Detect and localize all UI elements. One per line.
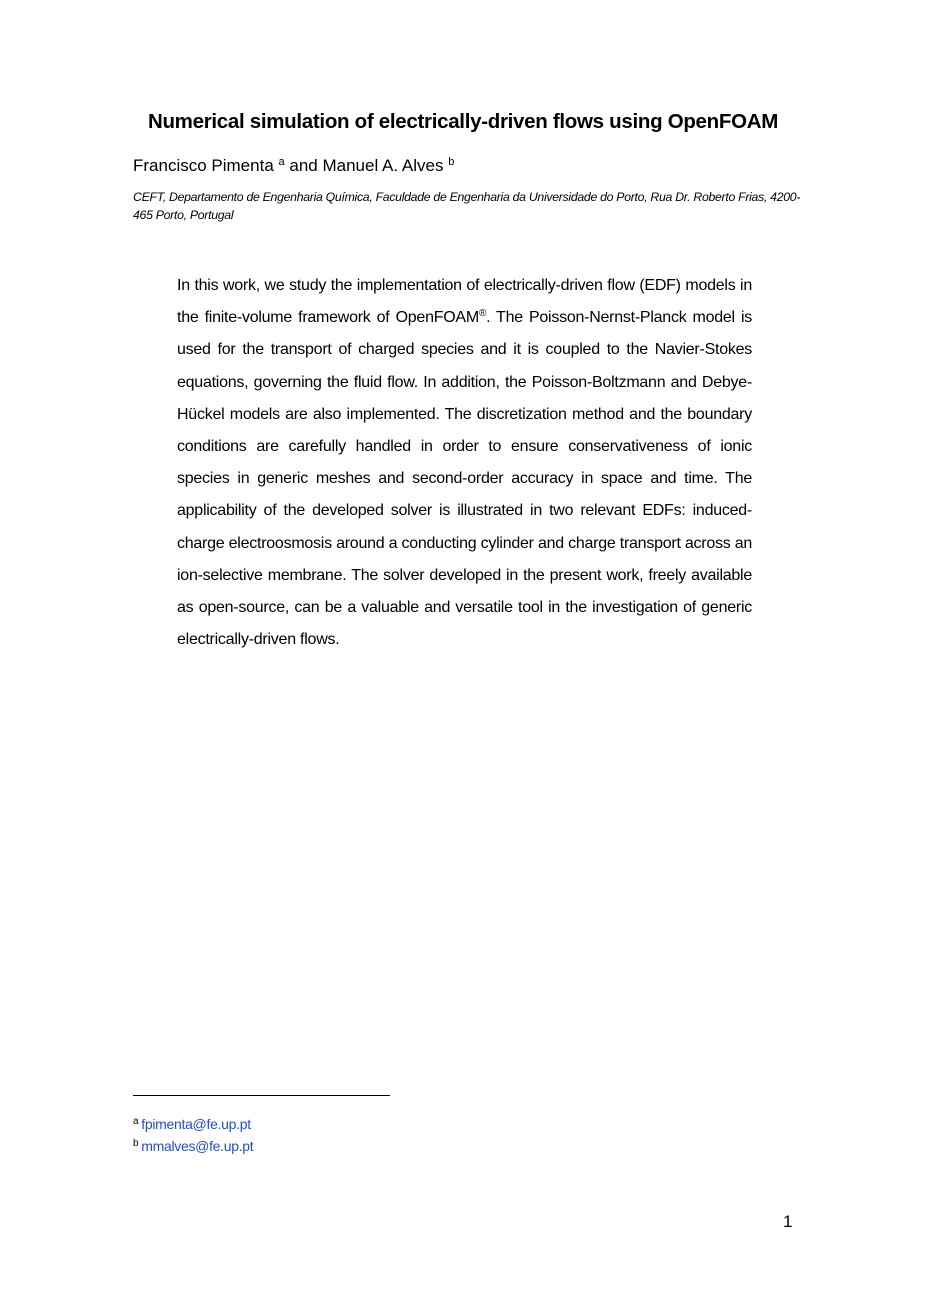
email-link[interactable]: fpimenta@fe.up.pt — [141, 1116, 251, 1132]
footnote-divider — [133, 1095, 390, 1096]
author-name: Francisco Pimenta — [133, 156, 274, 175]
footnote-mark: b — [133, 1138, 139, 1149]
author-name: Manuel A. Alves — [322, 156, 444, 175]
affiliation-text: CEFT, Departamento de Engenharia Química, Faculdade de Engenharia da Universidade do Porto, Rua Dr. Roberto Frias, 4200-465 Porto, Portugal — [133, 190, 801, 222]
footnote-item — [133, 1116, 251, 1132]
author-connector: and — [289, 156, 318, 175]
affiliation-mark: a — [278, 156, 285, 168]
email-link[interactable]: mmalves@fe.up.pt — [141, 1138, 254, 1154]
affiliation-mark: b — [448, 156, 455, 168]
footnote-mark: a — [133, 1116, 139, 1127]
abstract-text: . The Poisson-Nernst-Planck model is used for the transport of charged species and it is coupled to the Navier-Stokes equations, governing the fluid flow. In addition, the Poisson-Boltzmann and Debye-Hückel models are also implemented. The discretization method and the boundary conditions are carefully handled in order to ensure conservativeness of ionic species in generic meshes and second-order accuracy in space and time. The applicability of the developed solver is illustrated in two relevant EDFs: induced-charge electroosmosis around a conducting cylinder and charge transport across an ion-selective membrane. The solver developed in the present work, freely available as open-source, can be a valuable and versatile tool in the investigation of generic electrically-driven flows. — [177, 309, 752, 649]
footnote-item — [133, 1138, 253, 1154]
abstract-paragraph — [177, 270, 752, 656]
author-line — [133, 156, 454, 176]
registered-mark: ® — [478, 308, 487, 320]
page-number: 1 — [783, 1212, 793, 1231]
paper-title: Numerical simulation of electrically-driven flows using OpenFOAM — [147, 110, 779, 133]
abstract-text: In this work, we study the implementation of electrically-driven flow (EDF) models in the finite-volume framework of OpenFOAM — [177, 277, 752, 327]
